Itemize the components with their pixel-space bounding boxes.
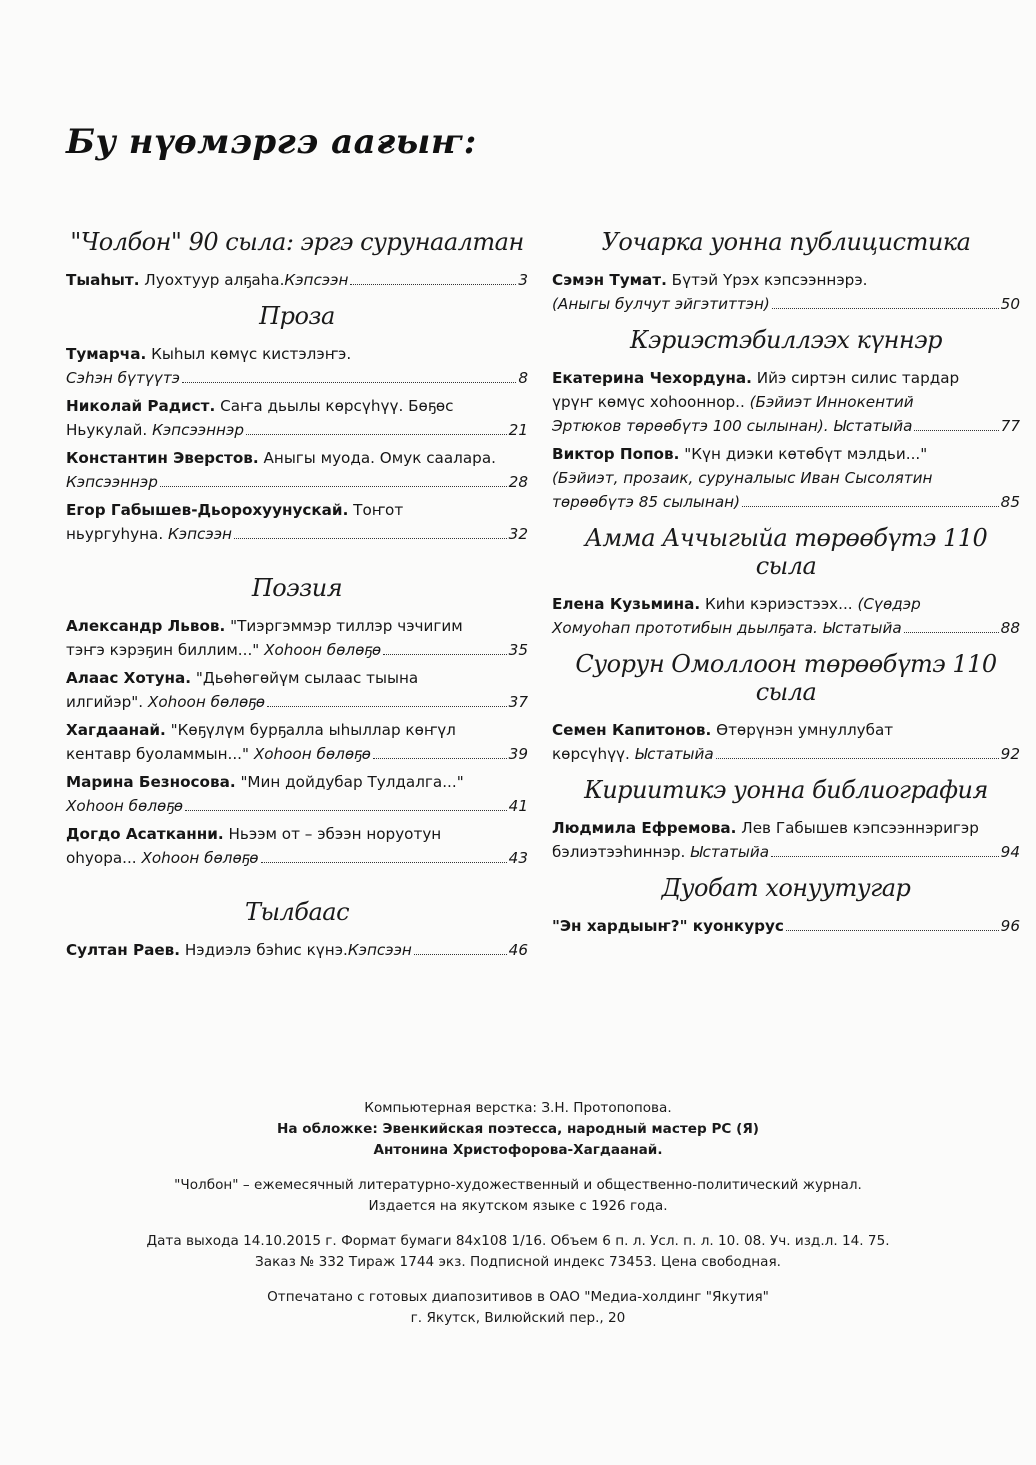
entry-title-cont: үрүҥ көмүс хоһооннор.. — [552, 393, 745, 411]
entry-author: Елена Кузьмина. — [552, 595, 701, 613]
entry-author: "Эн хардыыҥ?" куонкурус — [552, 917, 784, 935]
toc-entry[interactable] — [66, 446, 528, 494]
leader-dots — [182, 382, 516, 383]
leader-dots — [716, 758, 999, 759]
section-heading-suorun: Суорун Омоллоон төрөөбүтэ 110 сыла — [575, 650, 997, 706]
entry-page: 94 — [1000, 843, 1020, 861]
leader-dots — [246, 434, 507, 435]
leader-dots — [771, 856, 999, 857]
cover-text: Эвенкийская поэтесса, народный мастер РС (Я) — [382, 1121, 760, 1137]
leader-dots — [373, 758, 507, 759]
section-heading-essays: Уочаркa уонна публицистика — [601, 228, 971, 256]
leader-dots — [267, 706, 507, 707]
entry-title: "Мин дойдубар Тулдалга..." — [240, 773, 464, 791]
entry-title: Нэдиэлэ бэһис күнэ. — [184, 941, 348, 959]
entry-page: 35 — [508, 641, 528, 659]
entry-genre: Кэпсээн — [167, 525, 232, 543]
entry-subtitle: (Бэйиэт, прозаик, суруналыыс Иван Сысолятин — [552, 469, 933, 487]
entry-title: "Көҕүлүм бурҕалла ыһыллар көҥүл — [170, 721, 456, 739]
printer-info: Отпечатано с готовых диапозитивов в ОАО "Медиа-холдинг "Якутия" — [267, 1289, 769, 1305]
entry-title: Тоҥот — [353, 501, 404, 519]
entry-author: Екатерина Чехордуна. — [552, 369, 752, 387]
imprint — [0, 1098, 1036, 1343]
entry-genre: Кэпсээннэр — [66, 473, 158, 491]
entry-page: 43 — [508, 849, 528, 867]
page-title: Бу нүөмэргэ аағыҥ: — [66, 122, 477, 162]
entry-title: "Дьөһөгөйүм сылаас тыына — [195, 669, 419, 687]
entry-title-cont: көрсүһүү. — [552, 745, 630, 763]
entry-title: Лев Габышев кэпсээннэригэр — [741, 819, 979, 837]
entry-title: Өтөрүнэн умнуллубат — [716, 721, 894, 739]
leader-dots — [185, 810, 507, 811]
entry-author: Егор Габышев-Дьорохуунускай. — [66, 501, 349, 519]
cover-name: Антонина Христофорова-Хагдаанай. — [373, 1142, 663, 1158]
entry-author: Тыаһыт. — [66, 271, 140, 289]
entry-page: 85 — [1000, 493, 1020, 511]
entry-page: 8 — [518, 369, 528, 387]
toc-entry[interactable] — [66, 938, 528, 962]
entry-genre: Хоһоон бөлөҕө — [147, 693, 265, 711]
entry-genre: Хоһоон бөлөҕө — [66, 797, 184, 815]
toc-entry[interactable] — [552, 914, 1020, 938]
entry-title: Ньээм от – эбээн норуотун — [228, 825, 442, 843]
entry-page: 96 — [1000, 917, 1020, 935]
toc-entry[interactable] — [66, 268, 528, 292]
entry-genre: Ыстатыйа — [634, 745, 714, 763]
entry-author: Николай Радист. — [66, 397, 216, 415]
entry-genre: Хоһоон бөлөҕө — [141, 849, 259, 867]
leader-dots — [383, 654, 506, 655]
entry-author: Семен Капитонов. — [552, 721, 712, 739]
entry-title-cont: оһуора... — [66, 849, 137, 867]
leader-dots — [261, 862, 507, 863]
entry-author: Сэмэн Тумат. — [552, 271, 667, 289]
section-heading-amma: Амма Аччыгыйа төрөөбүтэ 110 сыла — [584, 524, 988, 580]
entry-author: Султан Раев. — [66, 941, 181, 959]
entry-title: "Күн диэки көтөбүт мэлдьи..." — [684, 445, 928, 463]
toc-entry[interactable] — [66, 614, 528, 662]
entry-title: "Тиэргэммэр тиллэр чэчигим — [230, 617, 463, 635]
entry-genre: Кэпсээн — [347, 941, 412, 959]
entry-genre: Сэһэн бүтүүтэ — [66, 369, 181, 387]
toc-entry[interactable] — [552, 268, 1020, 316]
entry-page: 50 — [1000, 295, 1020, 313]
toc-entry[interactable] — [66, 718, 528, 766]
leader-dots — [160, 486, 507, 487]
toc-entry[interactable] — [552, 718, 1020, 766]
entry-genre: Хоһоон бөлөҕө — [264, 641, 382, 659]
entry-author: Догдо Асатканни. — [66, 825, 224, 843]
section-heading-anniversary: "Чолбон" 90 сыла: эргэ сурунаалтан — [70, 228, 524, 256]
entry-title-cont: ньургуһуна. — [66, 525, 164, 543]
toc-entry[interactable] — [66, 770, 528, 818]
entry-author: Виктор Попов. — [552, 445, 680, 463]
leader-dots — [414, 954, 507, 955]
section-heading-criticism: Кириитикэ уонна библиография — [584, 776, 988, 804]
entry-author: Марина Безносова. — [66, 773, 236, 791]
entry-genre: Хомуоһап прототибын дьылҕата. Ыстатыйа — [552, 619, 902, 637]
section-heading-chess: Дуобат хонуутугар — [661, 874, 911, 902]
entry-genre: Кэпсээннэр — [152, 421, 244, 439]
entry-page: 77 — [1000, 417, 1020, 435]
leader-dots — [742, 506, 999, 507]
toc-entry[interactable] — [552, 366, 1020, 438]
toc-entry[interactable] — [66, 498, 528, 546]
entry-title: Аныгы муода. Омук саалара. — [263, 449, 496, 467]
entry-title-cont: кентавр буоламмын..." — [66, 745, 249, 763]
leader-dots — [786, 930, 999, 931]
entry-author: Людмила Ефремова. — [552, 819, 737, 837]
entry-title: Кыһыл көмүс кистэлэҥэ. — [151, 345, 352, 363]
entry-genre: (Аныгы булчут эйгэтиттэн) — [552, 295, 770, 313]
entry-page: 21 — [508, 421, 528, 439]
order-info: Заказ № 332 Тираж 1744 экз. Подписной индекс 73453. Цена свободная. — [255, 1254, 781, 1270]
section-heading-memorial: Кэриэстэбиллээх күннэр — [629, 326, 943, 354]
entry-page: 37 — [508, 693, 528, 711]
entry-page: 92 — [1000, 745, 1020, 763]
toc-entry[interactable] — [552, 816, 1020, 864]
leader-dots — [772, 308, 999, 309]
output-info: Дата выхода 14.10.2015 г. Формат бумаги 84x108 1/16. Объем 6 п. л. Усл. п. л. 10. 08. Уч. изд.л. 14. 75. — [146, 1233, 890, 1249]
entry-genre: Ыстатыйа — [690, 843, 770, 861]
entry-title: Луохтуур алҕаһа. — [144, 271, 285, 289]
entry-genre: Кэпсээн — [284, 271, 349, 289]
entry-page: 28 — [508, 473, 528, 491]
cover-label: На обложке: — [276, 1121, 378, 1137]
entry-author: Константин Эверстов. — [66, 449, 259, 467]
section-heading-poetry: Поэзия — [251, 574, 343, 602]
entry-page: 88 — [1000, 619, 1020, 637]
leader-dots — [350, 284, 516, 285]
entry-subtitle: (Сүөдэр — [857, 595, 921, 613]
entry-page: 39 — [508, 745, 528, 763]
leader-dots — [914, 430, 998, 431]
toc-entry[interactable] — [552, 592, 1020, 640]
journal-description: "Чолбон" – ежемесячный литературно-художественный и общественно-политический журнал. — [174, 1177, 862, 1193]
entry-page: 46 — [508, 941, 528, 959]
toc-entry[interactable] — [66, 666, 528, 714]
contents-left-column — [66, 218, 528, 966]
entry-title: Киһи кэриэстээх... — [704, 595, 853, 613]
toc-entry[interactable] — [66, 342, 528, 390]
entry-author: Александр Львов. — [66, 617, 226, 635]
entry-page: 32 — [508, 525, 528, 543]
toc-entry[interactable] — [552, 442, 1020, 514]
entry-page: 3 — [518, 271, 528, 289]
journal-since: Издается на якутском языке с 1926 года. — [368, 1198, 668, 1214]
printer-address: г. Якутск, Вилюйский пер., 20 — [410, 1310, 626, 1326]
entry-title-cont: бэлиэтээһиннэр. — [552, 843, 686, 861]
entry-genre: Хоһоон бөлөҕө — [253, 745, 371, 763]
leader-dots — [904, 632, 999, 633]
entry-title-cont: тэҥэ кэрэҕин биллим..." — [66, 641, 260, 659]
toc-entry[interactable] — [66, 394, 528, 442]
entry-genre: Эртюков төрөөбүтэ 100 сылынан). Ыстатыйа — [552, 417, 913, 435]
entry-author: Алаас Хотуна. — [66, 669, 192, 687]
entry-title-cont: илгийэр". — [66, 693, 144, 711]
entry-title-cont: Ньукулай. — [66, 421, 148, 439]
section-heading-translation: Тылбаас — [244, 898, 350, 926]
section-heading-prose: Проза — [259, 302, 335, 330]
entry-subtitle: (Бэйиэт Иннокентий — [749, 393, 914, 411]
leader-dots — [234, 538, 507, 539]
contents-right-column — [552, 218, 1020, 942]
toc-entry[interactable] — [66, 822, 528, 870]
entry-genre: төрөөбүтэ 85 сылынан) — [552, 493, 741, 511]
entry-title: Саҥа дьылы көрсүһүү. Бөҕөс — [220, 397, 454, 415]
entry-title: Ийэ сиртэн силис тардар — [756, 369, 960, 387]
entry-author: Хагдаанай. — [66, 721, 166, 739]
entry-author: Тумарча. — [66, 345, 147, 363]
layout-credit: Компьютерная верстка: З.Н. Протопопова. — [364, 1100, 672, 1116]
entry-page: 41 — [508, 797, 528, 815]
entry-title: Бүтэй Үрэх кэпсээннэрэ. — [671, 271, 868, 289]
